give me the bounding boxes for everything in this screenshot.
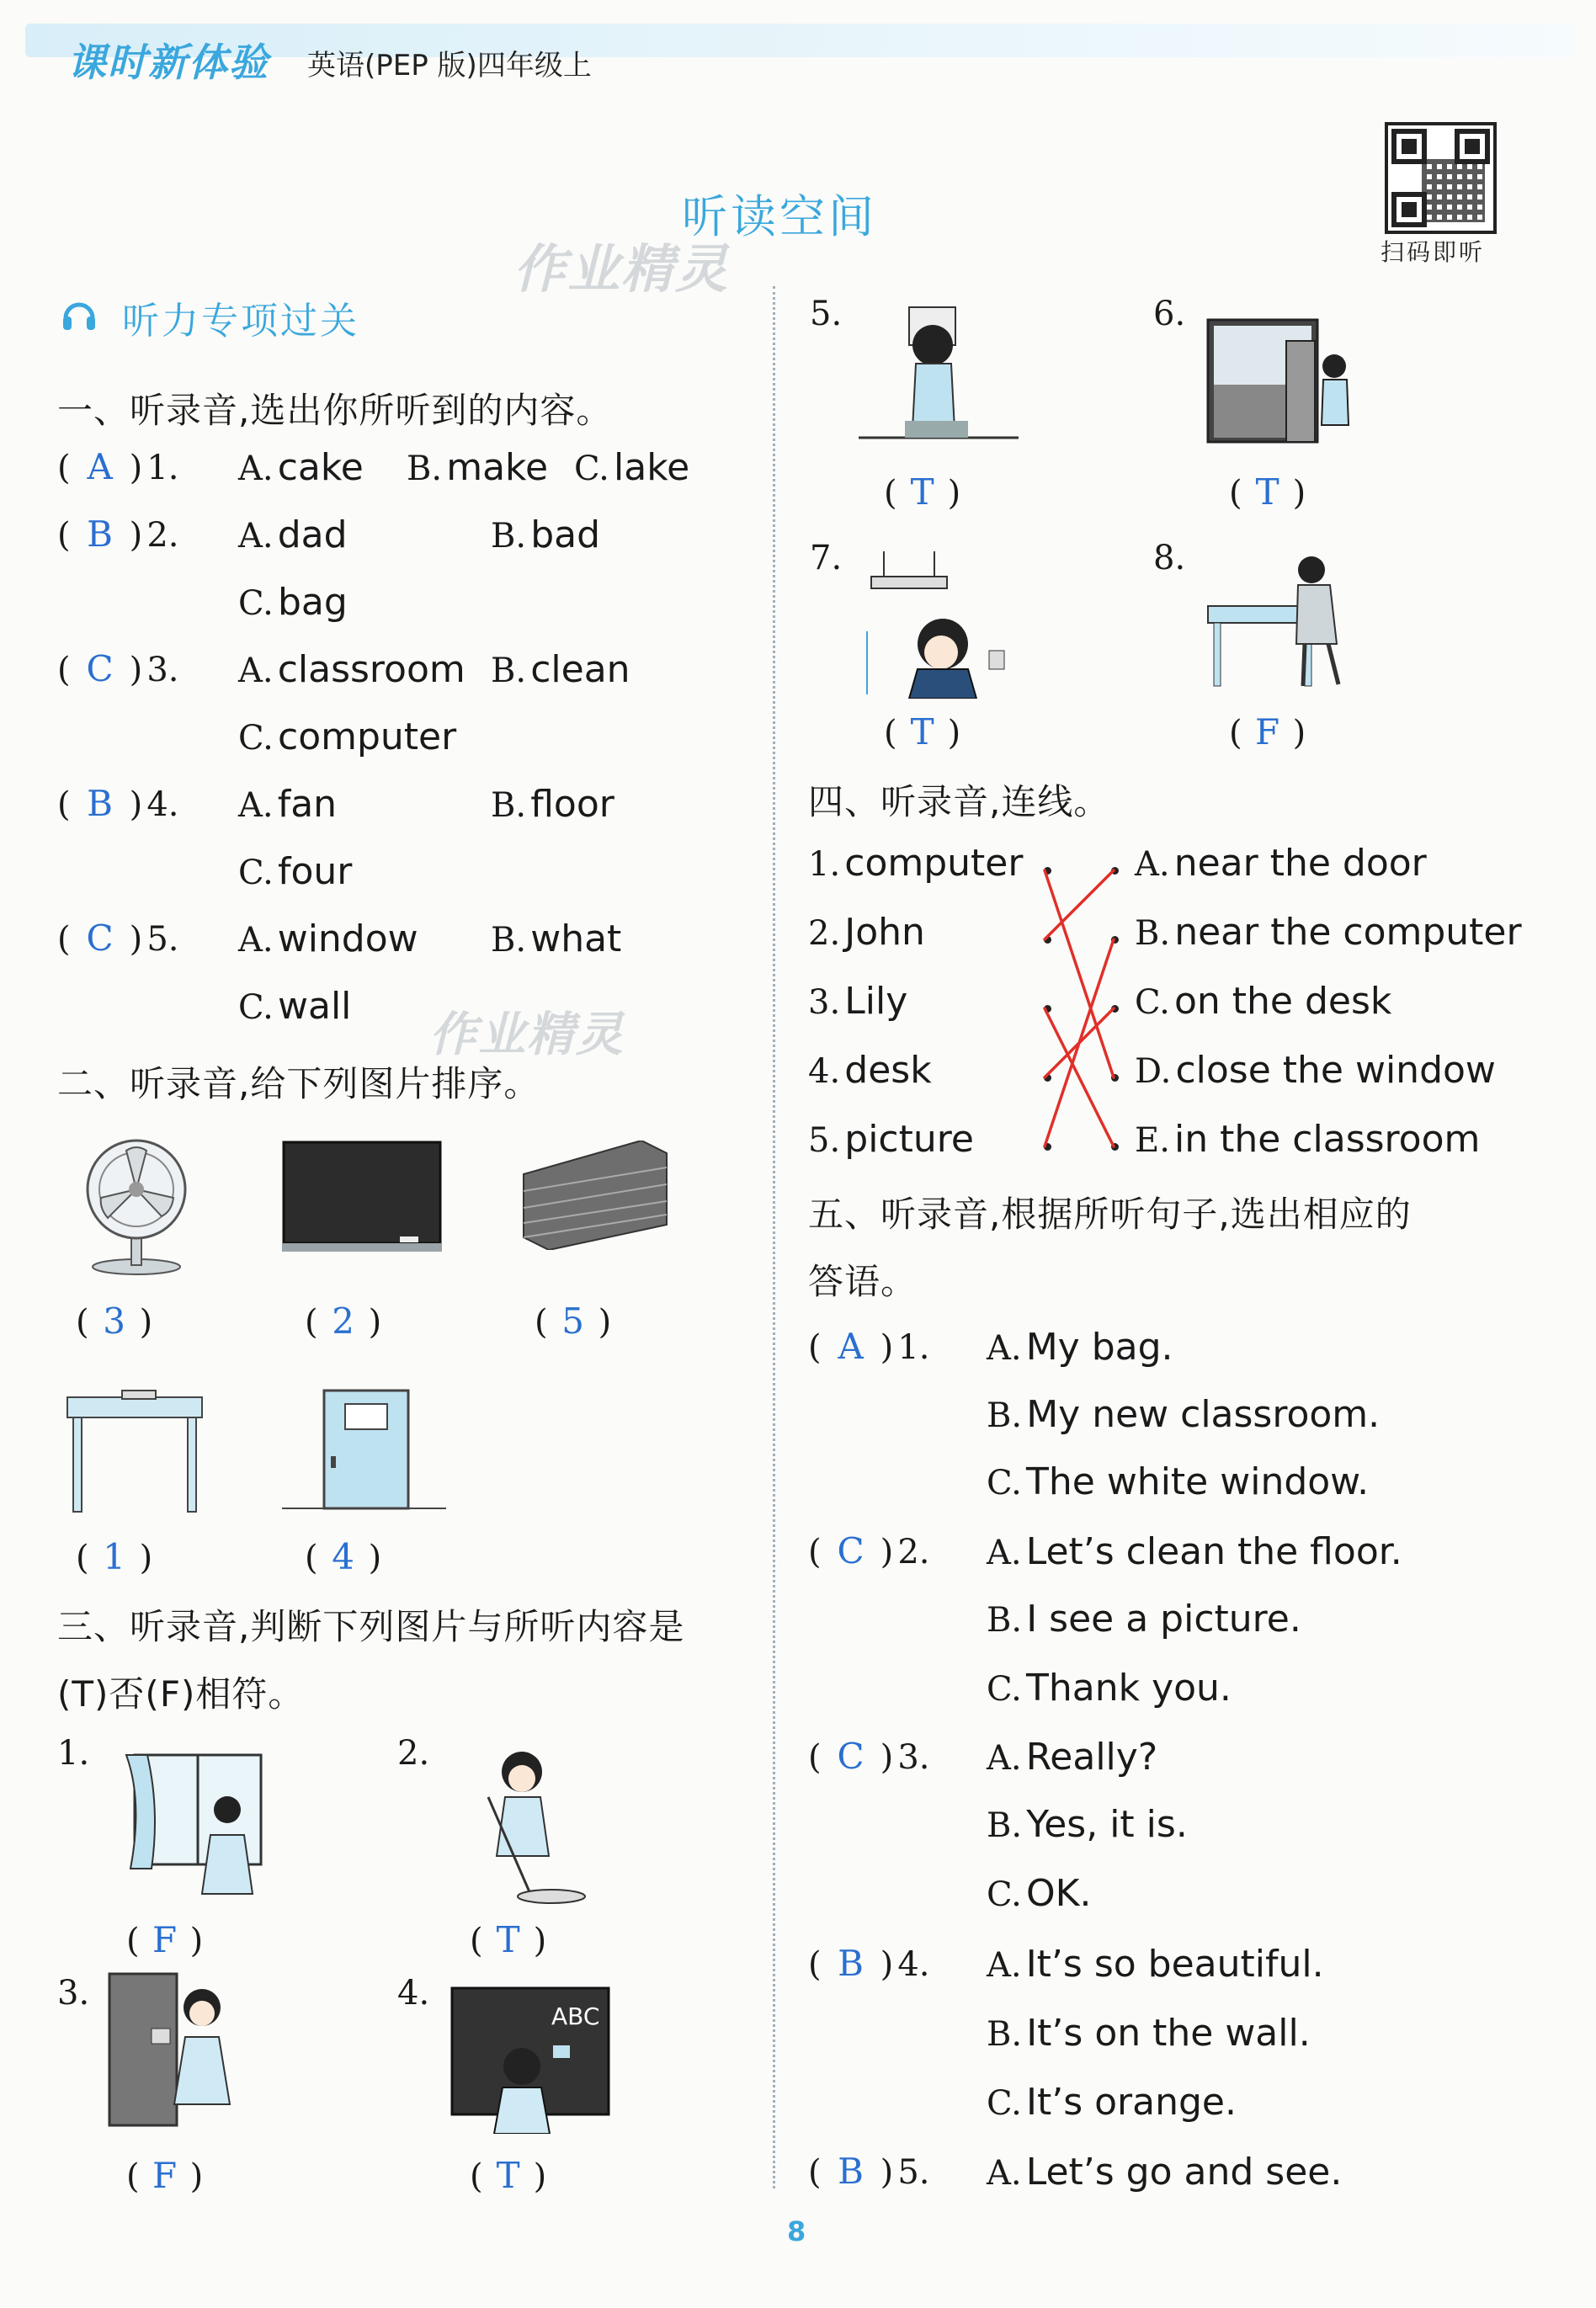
part3-answer-7: ( T ): [884, 711, 961, 752]
part2-answer-5: ( 4 ): [305, 1536, 382, 1577]
part3-answer-5: ( T ): [884, 471, 961, 513]
answer: B: [87, 783, 114, 824]
part3-answer-6: ( T ): [1229, 471, 1306, 513]
girl-sweeping-picture: [471, 1747, 598, 1906]
girl-picture-wall-picture: [859, 303, 1019, 450]
column-divider: [773, 286, 775, 2188]
brick-wall-picture: [515, 1141, 671, 1250]
boy-turning-on-light-picture: [850, 551, 1019, 699]
part3-answer-3: ( F ): [126, 2155, 204, 2196]
girl-cleaning-door-picture: [105, 1970, 236, 2130]
match-left-1: 1. computer: [808, 842, 1024, 885]
qr-label: 扫码即听: [1381, 238, 1486, 266]
headphones-icon: [59, 295, 99, 335]
qr-code-icon[interactable]: [1385, 122, 1497, 234]
part3-instruction: (T)否(F)相符。: [57, 1673, 305, 1715]
match-left-3: 3. Lily: [808, 980, 908, 1023]
watermark: 作业精灵: [513, 238, 730, 300]
match-left-4: 4. desk: [808, 1049, 932, 1092]
boy-near-door-picture: [1204, 316, 1364, 446]
part3-answer-1: ( F ): [126, 1919, 204, 1960]
match-lines: [1040, 859, 1124, 1162]
match-right-b: B. near the computer: [1135, 911, 1522, 954]
section-title: 听力专项过关: [122, 300, 359, 343]
part3-instruction: 三、听录音,判断下列图片与所听内容是: [57, 1606, 685, 1647]
part3-item-num: 4.: [397, 1974, 430, 2013]
match-left-2: 2. John: [808, 911, 925, 954]
part2-answer-1: ( 3 ): [76, 1300, 153, 1342]
part5-item-4: ( B ) 4.: [808, 1943, 930, 1984]
part5-instruction: 答语。: [808, 1261, 918, 1302]
answer: B: [87, 513, 114, 555]
brand-logo: 课时新体验: [67, 40, 269, 85]
match-right-c: C. on the desk: [1135, 980, 1392, 1023]
door-picture: [282, 1389, 446, 1515]
part3-item-num: 7.: [810, 539, 843, 577]
blackboard-picture: [282, 1141, 442, 1254]
match-right-d: D. close the window: [1135, 1049, 1496, 1092]
subject-label: 英语(PEP 版)四年级上: [307, 49, 592, 82]
part5-item-1: ( A ) 1.: [808, 1326, 930, 1367]
part3-answer-2: ( T ): [470, 1919, 547, 1960]
part1-item-4: ( B ) 4.: [57, 783, 179, 824]
match-right-a: A. near the door: [1135, 842, 1427, 885]
part5-item-5: ( B ) 5.: [808, 2151, 930, 2192]
part1-item-5: ( C ) 5.: [57, 917, 179, 959]
boy-cleaning-blackboard-picture: [450, 1986, 610, 2134]
blackboard-text: ABC: [551, 2002, 600, 2030]
part2-answer-3: ( 5 ): [535, 1300, 612, 1342]
part3-item-num: 2.: [397, 1734, 430, 1773]
part1-item-3: ( C ) 3.: [57, 648, 179, 689]
answer: C: [86, 917, 114, 959]
part3-item-num: 1.: [57, 1734, 90, 1773]
part4-instruction: 四、听录音,连线。: [808, 781, 1110, 822]
page-number: 8: [787, 2215, 806, 2247]
part5-item-2: ( C ) 2.: [808, 1530, 930, 1571]
part2-instruction: 二、听录音,给下列图片排序。: [57, 1063, 540, 1104]
part5-instruction: 五、听录音,根据所听句子,选出相应的: [808, 1194, 1412, 1235]
watermark: 作业精灵: [429, 1008, 625, 1062]
answer: C: [86, 648, 114, 689]
boy-cleaning-desk-picture: [1204, 551, 1372, 690]
part3-item-num: 5.: [810, 295, 843, 333]
fan-picture: [76, 1132, 202, 1275]
match-right-e: E. in the classroom: [1135, 1118, 1481, 1161]
part3-item-num: 6.: [1153, 295, 1186, 333]
part1-instruction: 一、听录音,选出你所听到的内容。: [57, 390, 613, 431]
answer: A: [87, 446, 113, 487]
girl-cleaning-window-picture: [118, 1751, 269, 1902]
part2-answer-2: ( 2 ): [305, 1300, 382, 1342]
match-left-5: 5. picture: [808, 1118, 974, 1161]
part3-answer-4: ( T ): [470, 2155, 547, 2196]
match-line: [1045, 1008, 1114, 1146]
part5-item-3: ( C ) 3.: [808, 1736, 930, 1777]
part3-item-num: 8.: [1153, 539, 1186, 577]
part3-answer-8: ( F ): [1229, 711, 1306, 752]
page-title: 听读空间: [682, 190, 877, 243]
part3-item-num: 3.: [57, 1974, 90, 2013]
part1-item-1: ( A ) 1.: [57, 446, 179, 487]
part2-answer-4: ( 1 ): [76, 1536, 153, 1577]
desk-picture: [63, 1389, 206, 1515]
part1-item-2: ( B ) 2.: [57, 513, 179, 555]
